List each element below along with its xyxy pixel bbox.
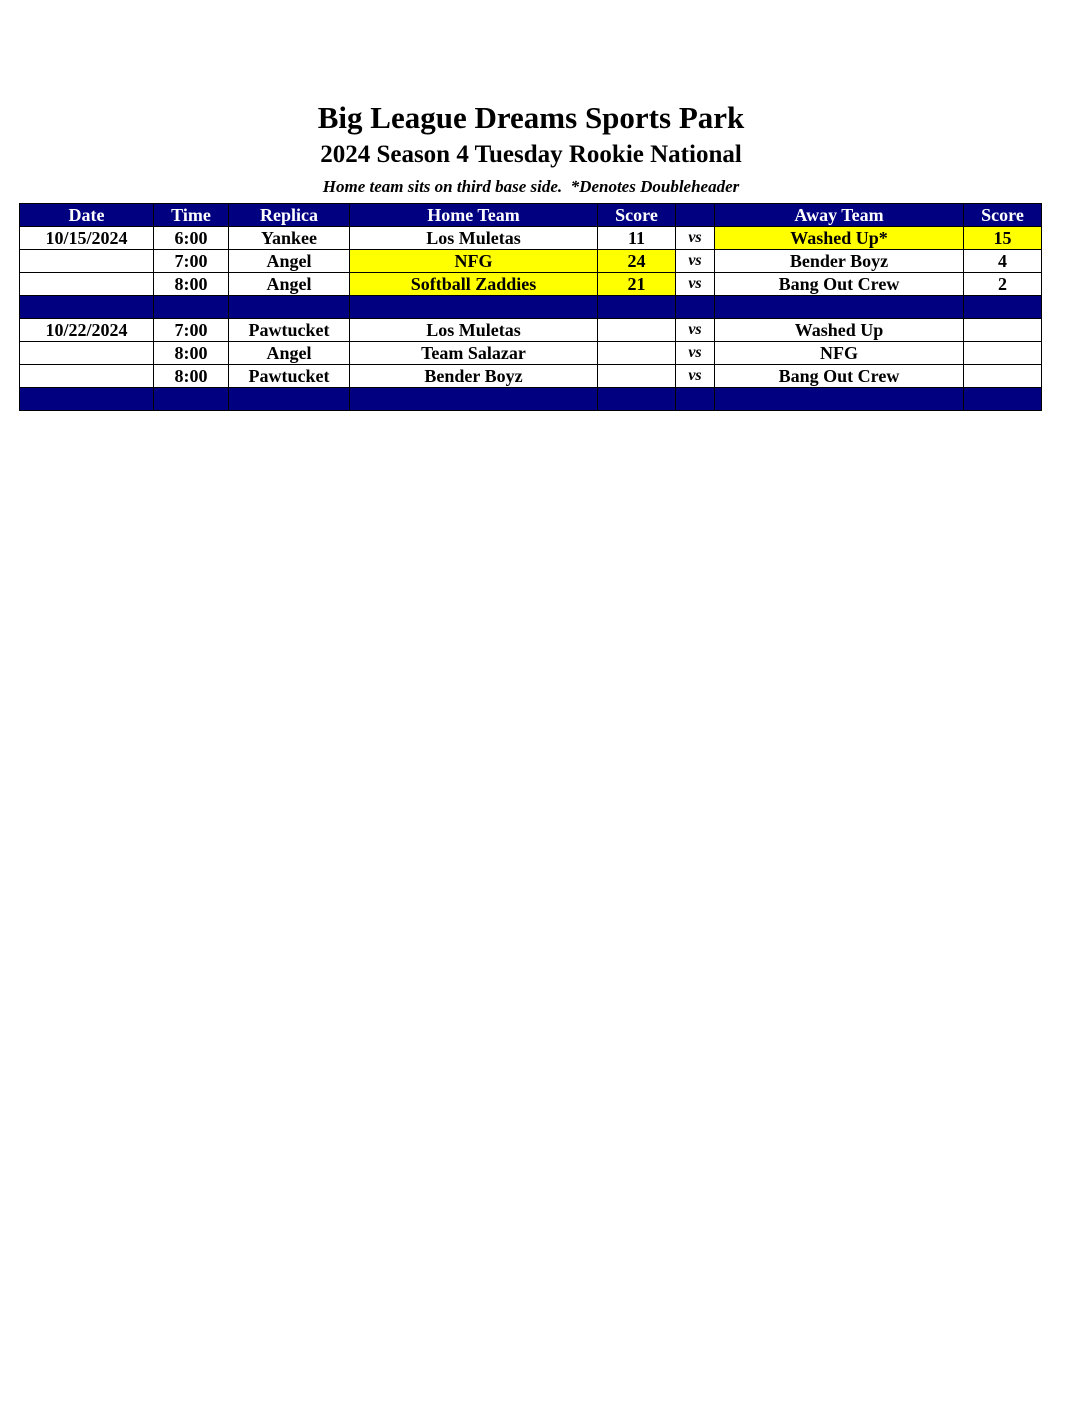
away-team-cell: Bang Out Crew <box>715 273 964 296</box>
date-cell <box>20 342 154 365</box>
col-header-replica: Replica <box>229 204 350 227</box>
col-header-home-team: Home Team <box>350 204 598 227</box>
schedule-note: Home team sits on third base side. *Denotes Doubleheader <box>322 177 740 196</box>
home-score-cell <box>598 365 676 388</box>
replica-cell: Pawtucket <box>229 365 350 388</box>
home-team-cell: Bender Boyz <box>350 365 598 388</box>
away-team-cell: Bender Boyz <box>715 250 964 273</box>
home-score-cell: 11 <box>598 227 676 250</box>
away-team-cell: Washed Up <box>715 319 964 342</box>
date-cell: 10/22/2024 <box>20 319 154 342</box>
schedule-table <box>19 203 1042 411</box>
time-cell: 7:00 <box>154 319 229 342</box>
home-score-cell <box>598 319 676 342</box>
home-team-cell: Los Muletas <box>350 319 598 342</box>
away-team-cell: NFG <box>715 342 964 365</box>
home-team-cell: NFG <box>350 250 598 273</box>
table-row <box>20 250 1042 273</box>
replica-cell: Angel <box>229 342 350 365</box>
col-header-home-score: Score <box>598 204 676 227</box>
away-score-cell: 2 <box>964 273 1042 296</box>
home-score-cell: 21 <box>598 273 676 296</box>
replica-cell: Pawtucket <box>229 319 350 342</box>
separator-row <box>20 388 1042 411</box>
replica-cell: Yankee <box>229 227 350 250</box>
table-row <box>20 342 1042 365</box>
away-score-cell <box>964 342 1042 365</box>
home-score-cell <box>598 342 676 365</box>
vs-cell: vs <box>676 365 715 388</box>
table-header-row <box>20 204 1042 227</box>
date-cell <box>20 365 154 388</box>
home-team-cell: Los Muletas <box>350 227 598 250</box>
time-cell: 8:00 <box>154 365 229 388</box>
date-cell: 10/15/2024 <box>20 227 154 250</box>
away-score-cell: 4 <box>964 250 1042 273</box>
replica-cell: Angel <box>229 273 350 296</box>
table-row <box>20 319 1042 342</box>
date-cell <box>20 273 154 296</box>
vs-cell: vs <box>676 319 715 342</box>
col-header-date: Date <box>20 204 154 227</box>
table-row <box>20 365 1042 388</box>
col-header-time: Time <box>154 204 229 227</box>
page-title: Big League Dreams Sports Park <box>317 100 745 135</box>
table-row <box>20 227 1042 250</box>
away-score-cell <box>964 365 1042 388</box>
replica-cell: Angel <box>229 250 350 273</box>
away-team-cell: Bang Out Crew <box>715 365 964 388</box>
home-score-cell: 24 <box>598 250 676 273</box>
vs-cell: vs <box>676 227 715 250</box>
away-score-cell: 15 <box>964 227 1042 250</box>
away-team-cell: Washed Up* <box>715 227 964 250</box>
time-cell: 8:00 <box>154 342 229 365</box>
time-cell: 8:00 <box>154 273 229 296</box>
time-cell: 7:00 <box>154 250 229 273</box>
home-team-cell: Team Salazar <box>350 342 598 365</box>
table-row <box>20 273 1042 296</box>
vs-cell: vs <box>676 342 715 365</box>
date-cell <box>20 250 154 273</box>
away-score-cell <box>964 319 1042 342</box>
page-subtitle: 2024 Season 4 Tuesday Rookie National <box>320 141 742 168</box>
col-header-away-score: Score <box>964 204 1042 227</box>
vs-cell: vs <box>676 273 715 296</box>
separator-row <box>20 296 1042 319</box>
time-cell: 6:00 <box>154 227 229 250</box>
col-header-vs <box>676 204 715 227</box>
col-header-away-team: Away Team <box>715 204 964 227</box>
vs-cell: vs <box>676 250 715 273</box>
home-team-cell: Softball Zaddies <box>350 273 598 296</box>
